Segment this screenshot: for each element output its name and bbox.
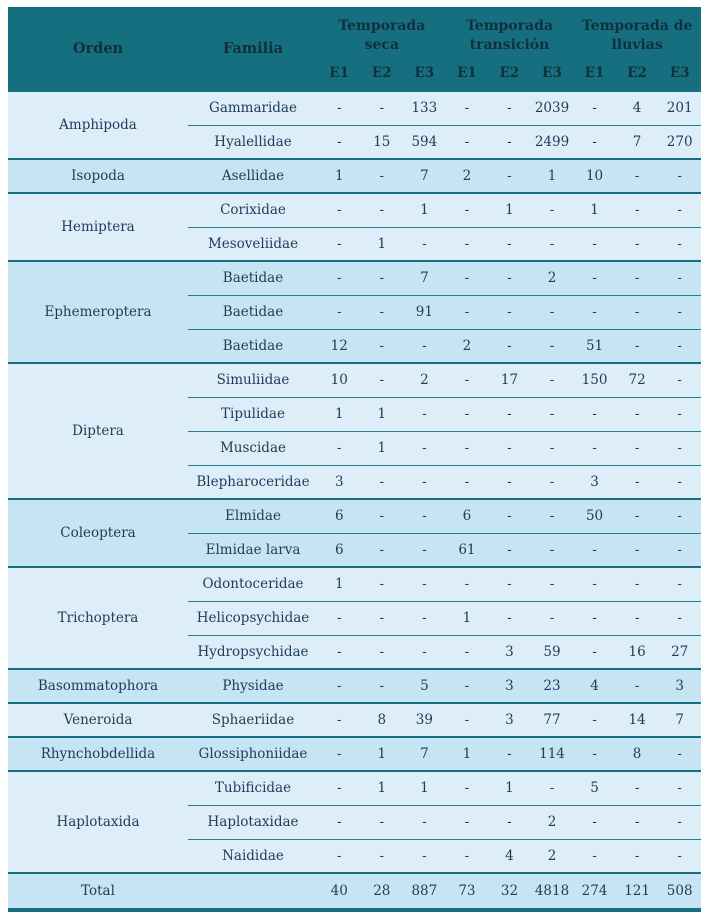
value-cell: - [361, 363, 404, 397]
total-value-cell: 32 [488, 873, 531, 910]
familia-cell: Muscidae [188, 431, 318, 465]
value-cell: 6 [318, 533, 361, 567]
value-cell: - [658, 567, 701, 601]
value-cell: - [318, 91, 361, 125]
value-cell: - [616, 669, 659, 703]
value-cell: - [361, 567, 404, 601]
station-header-e3-lluvias: E3 [658, 64, 701, 91]
value-cell: - [318, 261, 361, 295]
value-cell: - [616, 193, 659, 227]
value-cell: - [658, 533, 701, 567]
value-cell: 61 [446, 533, 489, 567]
value-cell: 2039 [531, 91, 574, 125]
orden-column-header: Orden [8, 7, 188, 91]
value-cell: - [403, 567, 446, 601]
value-cell: - [318, 431, 361, 465]
value-cell: - [573, 839, 616, 873]
value-cell: - [531, 567, 574, 601]
orden-cell: Coleoptera [8, 499, 188, 567]
season-header-lluvias: Temporada de lluvias [573, 7, 701, 64]
value-cell: - [531, 295, 574, 329]
familia-cell: Tipulidae [188, 397, 318, 431]
value-cell: - [361, 91, 404, 125]
value-cell: - [361, 295, 404, 329]
table-row [8, 703, 701, 737]
value-cell: 10 [318, 363, 361, 397]
value-cell: 2 [531, 839, 574, 873]
value-cell: - [318, 295, 361, 329]
value-cell: 6 [318, 499, 361, 533]
orden-cell: Hemiptera [8, 193, 188, 261]
value-cell: - [488, 295, 531, 329]
value-cell: - [488, 261, 531, 295]
value-cell: - [361, 601, 404, 635]
familia-cell: Elmidae [188, 499, 318, 533]
value-cell: - [318, 669, 361, 703]
value-cell: - [531, 363, 574, 397]
value-cell: - [658, 295, 701, 329]
value-cell: - [616, 465, 659, 499]
value-cell: - [488, 125, 531, 159]
table-row [8, 193, 701, 227]
value-cell: - [658, 737, 701, 771]
familia-cell: Baetidae [188, 295, 318, 329]
value-cell: - [488, 533, 531, 567]
familia-cell: Tubificidae [188, 771, 318, 805]
value-cell: - [403, 839, 446, 873]
value-cell: - [488, 227, 531, 261]
familia-cell: Physidae [188, 669, 318, 703]
value-cell: 150 [573, 363, 616, 397]
value-cell: - [658, 193, 701, 227]
table-row [8, 499, 701, 533]
value-cell: 27 [658, 635, 701, 669]
familia-cell: Asellidae [188, 159, 318, 193]
value-cell: 8 [616, 737, 659, 771]
value-cell: - [361, 159, 404, 193]
value-cell: 1 [403, 771, 446, 805]
value-cell: - [531, 227, 574, 261]
value-cell: - [446, 193, 489, 227]
value-cell: - [403, 397, 446, 431]
familia-cell: Simuliidae [188, 363, 318, 397]
value-cell: 59 [531, 635, 574, 669]
value-cell: 51 [573, 329, 616, 363]
orden-cell: Diptera [8, 363, 188, 499]
value-cell: - [488, 397, 531, 431]
station-header-e1-lluvias: E1 [573, 64, 616, 91]
familia-cell: Blepharoceridae [188, 465, 318, 499]
value-cell: - [531, 465, 574, 499]
value-cell: 3 [488, 669, 531, 703]
value-cell: - [403, 329, 446, 363]
value-cell: - [446, 125, 489, 159]
value-cell: 5 [573, 771, 616, 805]
value-cell: - [318, 635, 361, 669]
value-cell: 2 [403, 363, 446, 397]
value-cell: - [531, 771, 574, 805]
orden-cell: Haplotaxida [8, 771, 188, 873]
value-cell: - [403, 465, 446, 499]
value-cell: 14 [616, 703, 659, 737]
value-cell: - [616, 771, 659, 805]
value-cell: - [616, 499, 659, 533]
value-cell: - [573, 125, 616, 159]
orden-cell: Rhynchobdellida [8, 737, 188, 771]
value-cell: - [616, 431, 659, 465]
value-cell: 7 [616, 125, 659, 159]
table-row [8, 159, 701, 193]
value-cell: 1 [318, 397, 361, 431]
familia-cell: Gammaridae [188, 91, 318, 125]
value-cell: - [658, 159, 701, 193]
value-cell: 50 [573, 499, 616, 533]
value-cell: 1 [531, 159, 574, 193]
value-cell: 7 [658, 703, 701, 737]
value-cell: 2499 [531, 125, 574, 159]
total-value-cell: 73 [446, 873, 489, 910]
value-cell: 1 [318, 159, 361, 193]
value-cell: - [616, 839, 659, 873]
value-cell: - [318, 703, 361, 737]
value-cell: - [531, 601, 574, 635]
value-cell: 72 [616, 363, 659, 397]
value-cell: - [658, 601, 701, 635]
value-cell: - [573, 397, 616, 431]
value-cell: - [616, 159, 659, 193]
value-cell: - [573, 227, 616, 261]
value-cell: 1 [361, 771, 404, 805]
value-cell: - [616, 295, 659, 329]
value-cell: - [446, 703, 489, 737]
value-cell: 1 [318, 567, 361, 601]
table-row [8, 363, 701, 397]
value-cell: - [361, 465, 404, 499]
value-cell: - [658, 397, 701, 431]
familia-cell: Hydropsychidae [188, 635, 318, 669]
value-cell: - [573, 295, 616, 329]
total-value-cell: 28 [361, 873, 404, 910]
familia-cell: Mesoveliidae [188, 227, 318, 261]
total-value-cell: 508 [658, 873, 701, 910]
value-cell: - [573, 703, 616, 737]
value-cell: - [616, 805, 659, 839]
total-value-cell: 274 [573, 873, 616, 910]
value-cell: 91 [403, 295, 446, 329]
table-row [8, 737, 701, 771]
value-cell: - [488, 805, 531, 839]
value-cell: 2 [531, 261, 574, 295]
value-cell: - [488, 159, 531, 193]
station-header-e1-seca: E1 [318, 64, 361, 91]
value-cell: - [616, 601, 659, 635]
value-cell: - [318, 227, 361, 261]
familia-cell: Odontoceridae [188, 567, 318, 601]
value-cell: - [446, 567, 489, 601]
value-cell: - [446, 295, 489, 329]
value-cell: 1 [361, 227, 404, 261]
value-cell: - [573, 601, 616, 635]
orden-cell: Trichoptera [8, 567, 188, 669]
value-cell: - [531, 329, 574, 363]
value-cell: - [488, 567, 531, 601]
value-cell: - [446, 431, 489, 465]
value-cell: 1 [361, 737, 404, 771]
season-header-row [8, 7, 701, 64]
value-cell: - [403, 805, 446, 839]
value-cell: 1 [446, 737, 489, 771]
table-row [8, 771, 701, 805]
value-cell: - [403, 635, 446, 669]
value-cell: - [573, 533, 616, 567]
value-cell: - [658, 839, 701, 873]
familia-cell: Corixidae [188, 193, 318, 227]
value-cell: - [361, 499, 404, 533]
table-body [8, 91, 701, 910]
orden-cell: Isopoda [8, 159, 188, 193]
total-familia-spacer [188, 873, 318, 910]
value-cell: 39 [403, 703, 446, 737]
total-value-cell: 121 [616, 873, 659, 910]
value-cell: - [446, 91, 489, 125]
familia-cell: Baetidae [188, 261, 318, 295]
value-cell: 3 [488, 635, 531, 669]
value-cell: - [573, 805, 616, 839]
value-cell: - [658, 805, 701, 839]
value-cell: - [403, 499, 446, 533]
value-cell: - [488, 601, 531, 635]
station-header-e2-lluvias: E2 [616, 64, 659, 91]
value-cell: - [361, 261, 404, 295]
value-cell: - [446, 363, 489, 397]
value-cell: 17 [488, 363, 531, 397]
value-cell: 1 [488, 193, 531, 227]
value-cell: 2 [446, 329, 489, 363]
value-cell: 3 [573, 465, 616, 499]
value-cell: 16 [616, 635, 659, 669]
value-cell: - [658, 261, 701, 295]
value-cell: 23 [531, 669, 574, 703]
orden-cell: Veneroida [8, 703, 188, 737]
total-value-cell: 887 [403, 873, 446, 910]
value-cell: - [616, 397, 659, 431]
value-cell: 77 [531, 703, 574, 737]
value-cell: - [446, 635, 489, 669]
value-cell: - [361, 635, 404, 669]
value-cell: - [658, 771, 701, 805]
value-cell: 6 [446, 499, 489, 533]
orden-cell: Ephemeroptera [8, 261, 188, 363]
table-row [8, 261, 701, 295]
value-cell: - [446, 669, 489, 703]
value-cell: - [446, 261, 489, 295]
familia-cell: Elmidae larva [188, 533, 318, 567]
value-cell: - [488, 465, 531, 499]
value-cell: - [616, 261, 659, 295]
value-cell: - [361, 193, 404, 227]
value-cell: - [403, 431, 446, 465]
value-cell: 7 [403, 737, 446, 771]
value-cell: 2 [531, 805, 574, 839]
familia-cell: Helicopsychidae [188, 601, 318, 635]
value-cell: 3 [488, 703, 531, 737]
value-cell: - [318, 601, 361, 635]
familia-cell: Glossiphoniidae [188, 737, 318, 771]
value-cell: 12 [318, 329, 361, 363]
value-cell: - [573, 635, 616, 669]
value-cell: 5 [403, 669, 446, 703]
value-cell: - [658, 329, 701, 363]
total-row [8, 873, 701, 910]
value-cell: - [318, 771, 361, 805]
value-cell: 133 [403, 91, 446, 125]
value-cell: - [318, 737, 361, 771]
station-header-e3-transicion: E3 [531, 64, 574, 91]
value-cell: - [616, 533, 659, 567]
table-header [8, 7, 701, 91]
value-cell: - [573, 261, 616, 295]
table-row [8, 91, 701, 125]
value-cell: 594 [403, 125, 446, 159]
orden-cell: Basommatophora [8, 669, 188, 703]
value-cell: - [616, 227, 659, 261]
table-row [8, 669, 701, 703]
value-cell: - [488, 329, 531, 363]
value-cell: 114 [531, 737, 574, 771]
abundance-table [8, 7, 701, 912]
total-label: Total [8, 873, 188, 910]
value-cell: - [446, 771, 489, 805]
value-cell: - [361, 329, 404, 363]
value-cell: 4 [488, 839, 531, 873]
value-cell: - [446, 397, 489, 431]
value-cell: - [488, 431, 531, 465]
value-cell: - [658, 431, 701, 465]
value-cell: 2 [446, 159, 489, 193]
value-cell: - [573, 91, 616, 125]
value-cell: - [318, 193, 361, 227]
table-row [8, 567, 701, 601]
value-cell: 3 [318, 465, 361, 499]
value-cell: - [361, 533, 404, 567]
value-cell: - [446, 839, 489, 873]
value-cell: 4 [573, 669, 616, 703]
value-cell: - [446, 805, 489, 839]
value-cell: - [658, 363, 701, 397]
value-cell: 10 [573, 159, 616, 193]
value-cell: - [573, 567, 616, 601]
value-cell: - [531, 397, 574, 431]
value-cell: - [658, 499, 701, 533]
value-cell: - [318, 839, 361, 873]
familia-cell: Naididae [188, 839, 318, 873]
value-cell: - [403, 601, 446, 635]
value-cell: - [318, 125, 361, 159]
value-cell: - [616, 567, 659, 601]
value-cell: 1 [488, 771, 531, 805]
value-cell: - [446, 227, 489, 261]
value-cell: - [488, 737, 531, 771]
value-cell: - [488, 91, 531, 125]
station-header-e2-seca: E2 [361, 64, 404, 91]
season-header-seca: Temporada seca [318, 7, 446, 64]
station-header-e2-transicion: E2 [488, 64, 531, 91]
value-cell: - [318, 805, 361, 839]
value-cell: - [531, 499, 574, 533]
value-cell: - [361, 839, 404, 873]
familia-cell: Hyalellidae [188, 125, 318, 159]
familia-cell: Sphaeriidae [188, 703, 318, 737]
value-cell: 15 [361, 125, 404, 159]
value-cell: 3 [658, 669, 701, 703]
value-cell: - [573, 431, 616, 465]
value-cell: - [531, 431, 574, 465]
season-header-transicion: Temporada transición [446, 7, 574, 64]
value-cell: - [361, 805, 404, 839]
station-header-e3-seca: E3 [403, 64, 446, 91]
familia-cell: Haplotaxidae [188, 805, 318, 839]
value-cell: - [446, 465, 489, 499]
value-cell: 1 [446, 601, 489, 635]
value-cell: 7 [403, 159, 446, 193]
value-cell: - [488, 499, 531, 533]
familia-column-header: Familia [188, 7, 318, 91]
value-cell: - [361, 669, 404, 703]
value-cell: - [658, 465, 701, 499]
value-cell: 7 [403, 261, 446, 295]
value-cell: 1 [403, 193, 446, 227]
familia-cell: Baetidae [188, 329, 318, 363]
value-cell: - [531, 193, 574, 227]
value-cell: 270 [658, 125, 701, 159]
value-cell: 1 [361, 431, 404, 465]
orden-cell: Amphipoda [8, 91, 188, 159]
value-cell: - [531, 533, 574, 567]
value-cell: 1 [573, 193, 616, 227]
total-value-cell: 40 [318, 873, 361, 910]
value-cell: 1 [361, 397, 404, 431]
value-cell: - [403, 533, 446, 567]
value-cell: - [573, 737, 616, 771]
value-cell: 8 [361, 703, 404, 737]
value-cell: - [616, 329, 659, 363]
value-cell: - [403, 227, 446, 261]
value-cell: - [658, 227, 701, 261]
value-cell: 4 [616, 91, 659, 125]
total-value-cell: 4818 [531, 873, 574, 910]
value-cell: 201 [658, 91, 701, 125]
station-header-e1-transicion: E1 [446, 64, 489, 91]
